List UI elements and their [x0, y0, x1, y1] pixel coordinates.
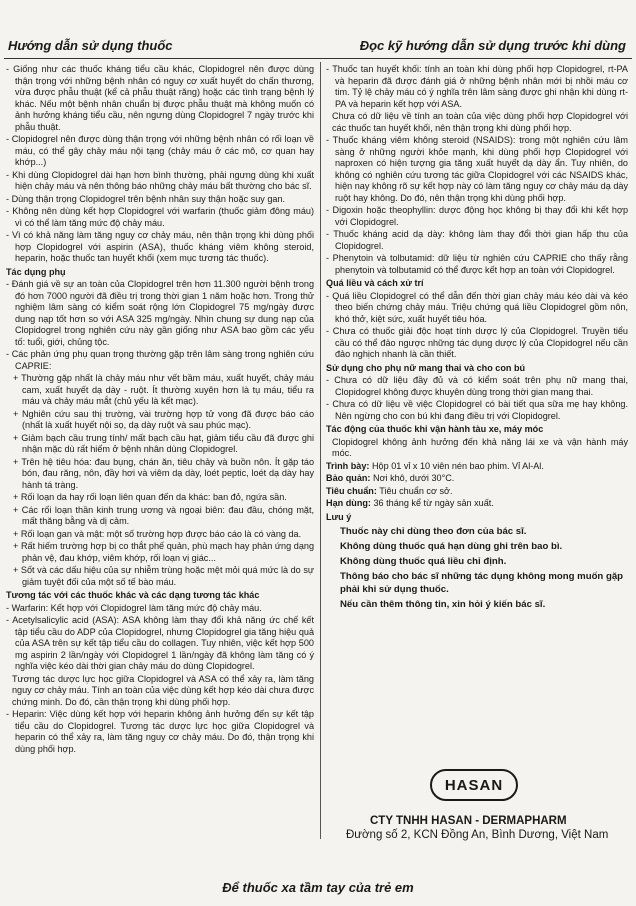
interaction-item: - Thuốc kháng acid dạ dày: không làm thay đổi thời gian hấp thu của Clopidogrel.: [326, 229, 628, 251]
caprie-item: + Giảm bạch cầu trung tính/ mất bạch cầu hạt, giảm tiểu cầu đã được ghi nhận mặc dù rất hiếm ở bệnh nhân dùng Clopidogrel.: [13, 432, 314, 454]
caprie-item: + Thường gặp nhất là chảy máu như vết bầm máu, xuất huyết, chảy máu cam, xuất huyết dạ dày - ruột. Ít thường xuyên hơn là tụ máu, tiểu ra máu và chảy máu mắt (chủ yếu là kết mạc).: [13, 373, 314, 406]
header-left-title: Hướng dẫn sử dụng thuốc: [8, 38, 173, 53]
note-item: Nếu cần thêm thông tin, xin hỏi ý kiến bác sĩ.: [340, 599, 546, 610]
interaction-item: - Acetylsalicylic acid (ASA): ASA không làm thay đổi khả năng ức chế kết tập tiểu cầu do ADP của Clopidogrel, nhưng Clopidogrel gia tăng hiệu quả của ASA trên sự kết tập tiểu cầu do collagen. Tuy nhiên, việc kết hợp 500 mg aspirin 2 lần/ngày với Clopidogrel 1 lần/ngày đã không làm tăng có ý nghĩa việc kéo dài thời gian chảy máu do dùng Clopidogrel.: [6, 615, 314, 671]
notes-heading: Lưu ý: [326, 511, 352, 522]
note-item: Không dùng thuốc quá hạn dùng ghi trên bao bì.: [340, 541, 563, 552]
pregnancy-item: - Chưa có dữ liệu đầy đủ và có kiểm soát trên phụ nữ mang thai, Clopidogrel không được khuyên dùng trong thời gian mang thai.: [326, 375, 628, 397]
side-effect-item: - Các phản ứng phụ quan trọng thường gặp trên lâm sàng trong nghiên cứu CAPRIE:: [6, 349, 314, 371]
presentation-row: Trình bày: Hộp 01 vỉ x 10 viên nén bao phim. Vỉ Al-Al.: [326, 460, 544, 471]
interaction-item: - Warfarin: Kết hợp với Clopidogrel làm tăng mức độ chảy máu.: [6, 602, 262, 613]
note-item: Không dùng thuốc quá liều chỉ định.: [340, 556, 507, 567]
caprie-item: + Sốt và các dấu hiệu của sự nhiễm trùng hoặc mệt mỏi quá mức là do sự giảm tuyệt đối của một số tế bào máu.: [13, 565, 314, 587]
standard-row: Tiêu chuẩn: Tiêu chuẩn cơ sở.: [326, 485, 453, 496]
interaction-item: - Thuốc kháng viêm không steroid (NSAIDS): trong một nghiên cứu lâm sàng ở những người khỏe mạnh, khi dùng phối hợp Clopidogrel với naproxen có hiện tượng gia tăng xuất huyết dạ dày ẩn. Tuy nhiên, do không có nghiên cứu tương tác giữa Clopidogrel với các NSAIDS khác, hiện nay không rõ sự kết hợp này có làm tăng nguy cơ chảy máu dạ dày ruột hay không. Do đó, nên thận trọng khi dùng phối hợp.: [326, 135, 628, 203]
overdose-heading: Quá liều và cách xử trí: [326, 278, 424, 288]
driving-heading: Tác động của thuốc khi vận hành tàu xe, máy móc: [326, 424, 544, 434]
caprie-item: + Rất hiếm trường hợp bị co thắt phế quản, phù mạch hay phản ứng dạng phản vệ, đau khớp, viêm khớp, rối loạn vị giác...: [13, 541, 314, 563]
interaction-item: - Phenytoin và tolbutamid: dữ liệu từ nghiên cứu CAPRIE cho thấy rằng phenytoin và tolbutamid có thể được kết hợp an toàn với Clopidogrel.: [326, 253, 628, 275]
side-effect-item: - Đánh giá về sự an toàn của Clopidogrel trên hơn 11.300 người bệnh trong đó hơn 7000 người đã điều trị trong thời gian 1 năm hoặc hơn. Trong thử nghiệm lâm sàng có kiểm soát rộng lớn Clopidogrel 75 mg/ngày được dung nạp tốt hơn so với ASA 325 mg/ngày. Nhìn chung sự dung nạp của Clopidogrel trong nghiên cứu này gần giống như ASA bao gồm các yếu tố: tuổi, giới, chủng tộc.: [6, 279, 314, 347]
caprie-item: + Các rối loạn thần kinh trung ương và ngoại biên: đau đầu, chóng mặt, mất thăng bằng và dị cảm.: [13, 504, 314, 526]
header-divider: [4, 58, 632, 59]
interaction-paragraph: Chưa có dữ liệu về tính an toàn của việc dùng phối hợp Clopidogrel với các thuốc tan huyết khối, nên thận trọng khi dùng phối hợp.: [332, 111, 628, 133]
pregnancy-heading: Sử dụng cho phụ nữ mang thai và cho con bú: [326, 362, 526, 373]
header-right-title: Đọc kỹ hướng dẫn sử dụng trước khi dùng: [359, 38, 626, 53]
caprie-item: + Rối loạn da hay rối loạn liên quan đến da khác: ban đỏ, ngứa sần.: [13, 492, 287, 502]
hasan-logo: HASAN: [430, 769, 518, 801]
driving-text: Clopidogrel không ảnh hưởng đến khả năng lái xe và vận hành máy móc.: [332, 436, 628, 458]
left-column: [6, 64, 314, 844]
interaction-paragraph: Tương tác dược lực học giữa Clopidogrel và ASA có thể xảy ra, làm tăng nguy cơ chảy máu. Tính an toàn của việc dùng kết hợp kéo dài chưa được chứng minh. Do đó, cần thận trọng khi dùng phối hợp.: [12, 673, 314, 707]
column-divider: [320, 62, 321, 839]
warning-item: - Clopidogrel nên được dùng thận trọng với những bệnh nhân có rối loạn về máu, có thể gây chảy máu nội tạng (chảy máu ở các mô, cơ quan hay khớp...): [6, 134, 314, 167]
footer-warning: Để thuốc xa tầm tay của trẻ em: [222, 880, 414, 895]
overdose-item: - Chưa có thuốc giải độc hoạt tính dược lý của Clopidogrel. Truyền tiểu cầu có thể đảo ngược những tác dụng dược lý của Clopidogrel nếu cần đảo nghịch nhanh là cần thiết.: [326, 326, 628, 359]
overdose-item: - Quá liều Clopidogrel có thể dẫn đến thời gian chảy máu kéo dài và kéo theo biến chứng chảy máu. Triệu chứng quá liều Clopidogrel gồm nôn, khó thở, kiệt sức, xuất huyết tiêu hóa.: [326, 290, 628, 324]
company-name: CTY TNHH HASAN - DERMAPHARM: [370, 815, 567, 827]
warning-item: - Khi dùng Clopidogrel dài hạn hơn bình thường, phải ngưng dùng khi xuất hiện chảy máu và nên thông báo những chảy máu bất thường cho bác sĩ.: [6, 169, 314, 191]
company-address: Đường số 2, KCN Đồng An, Bình Dương, Việt Nam: [346, 829, 609, 841]
caprie-item: + Trên hệ tiêu hóa: đau bụng, chán ăn, tiêu chảy và buồn nôn. Ít gặp táo bón, đau răng, nôn, đầy hơi và viêm dạ dày, loét peptic, loét dạ dày hay hành tá tràng.: [13, 456, 314, 490]
right-column: [326, 64, 628, 644]
header: [0, 34, 636, 58]
interactions-heading: Tương tác với các thuốc khác và các dạng tương tác khác: [6, 590, 260, 600]
warning-item: - Giống như các thuốc kháng tiểu cầu khác, Clopidogrel nên được dùng thận trọng với những bệnh nhân có nguy cơ xuất huyết do chấn thương, vừa được phẫu thuật (kể cả phẫu thuật răng) hoặc các tình trạng bệnh lý khác. Nếu một bệnh nhân chuẩn bị được phẫu thuật mà không muốn có ảnh hưởng kháng tiểu cầu, nên ngưng dùng Clopidogrel 7 ngày trước khi phẫu thuật.: [6, 64, 314, 132]
note-item: Thuốc này chỉ dùng theo đơn của bác sĩ.: [340, 526, 527, 537]
warning-item: - Vì có khả năng làm tăng nguy cơ chảy máu, nên thận trọng khi dùng phối hợp Clopidogrel với aspirin (ASA), thuốc kháng viêm không steroid, heparin, hoặc thuốc tan huyết khối (xem mục tương tác thuốc).: [6, 230, 314, 263]
note-item: Thông báo cho bác sĩ những tác dụng không mong muốn gặp phải khi sử dụng thuốc.: [340, 571, 624, 595]
warning-item: - Dùng thận trọng Clopidogrel trên bệnh nhân suy thận hoặc suy gan.: [6, 193, 286, 204]
interaction-item: - Thuốc tan huyết khối: tính an toàn khi dùng phối hợp Clopidogrel, rt-PA và heparin đã được đánh giá ở những bệnh nhân mới bị nhồi máu cơ tim. Tỷ lệ chảy máu có ý nghĩa trên lâm sàng được ghi nhận khi dùng rt-PA và heparin kết hợp với ASA.: [326, 64, 628, 109]
caprie-item: + Nghiên cứu sau thị trường, vài trường hợp tử vong đã được báo cáo (nhất là xuất huyết nội sọ, dạ dày ruột và sau phúc mạc).: [13, 408, 314, 430]
caprie-item: + Rối loạn gan và mật: một số trường hợp được báo cáo là có vàng da.: [13, 528, 302, 539]
expiry-row: Hạn dùng: 36 tháng kể từ ngày sản xuất.: [326, 498, 494, 508]
interaction-item: - Digoxin hoặc theophyllin: dược động học không bị thay đổi khi kết hợp với Clopidogrel.: [326, 205, 628, 227]
side-effects-heading: Tác dụng phụ: [6, 266, 66, 277]
warning-item: - Không nên dùng kết hợp Clopidogrel với warfarin (thuốc giảm đông máu) vì có thể làm tăng mức độ chảy máu.: [6, 206, 314, 228]
storage-row: Bảo quản: Nơi khô, dưới 30°C.: [326, 473, 455, 483]
pregnancy-item: - Chưa có dữ liệu về việc Clopidogrel có bài tiết qua sữa mẹ hay không. Nên ngừng cho con bú khi đang điều trị với Clopidogrel.: [326, 399, 628, 421]
interaction-item: - Heparin: Việc dùng kết hợp với heparin không ảnh hưởng đến sự kết tập tiểu cầu do Clopidogrel. Tương tác dược lực học giữa Clopidogrel và heparin có thể xảy ra, làm tăng nguy cơ chảy máu. Do đó, thận trọng khi dùng phối hợp.: [6, 709, 314, 754]
